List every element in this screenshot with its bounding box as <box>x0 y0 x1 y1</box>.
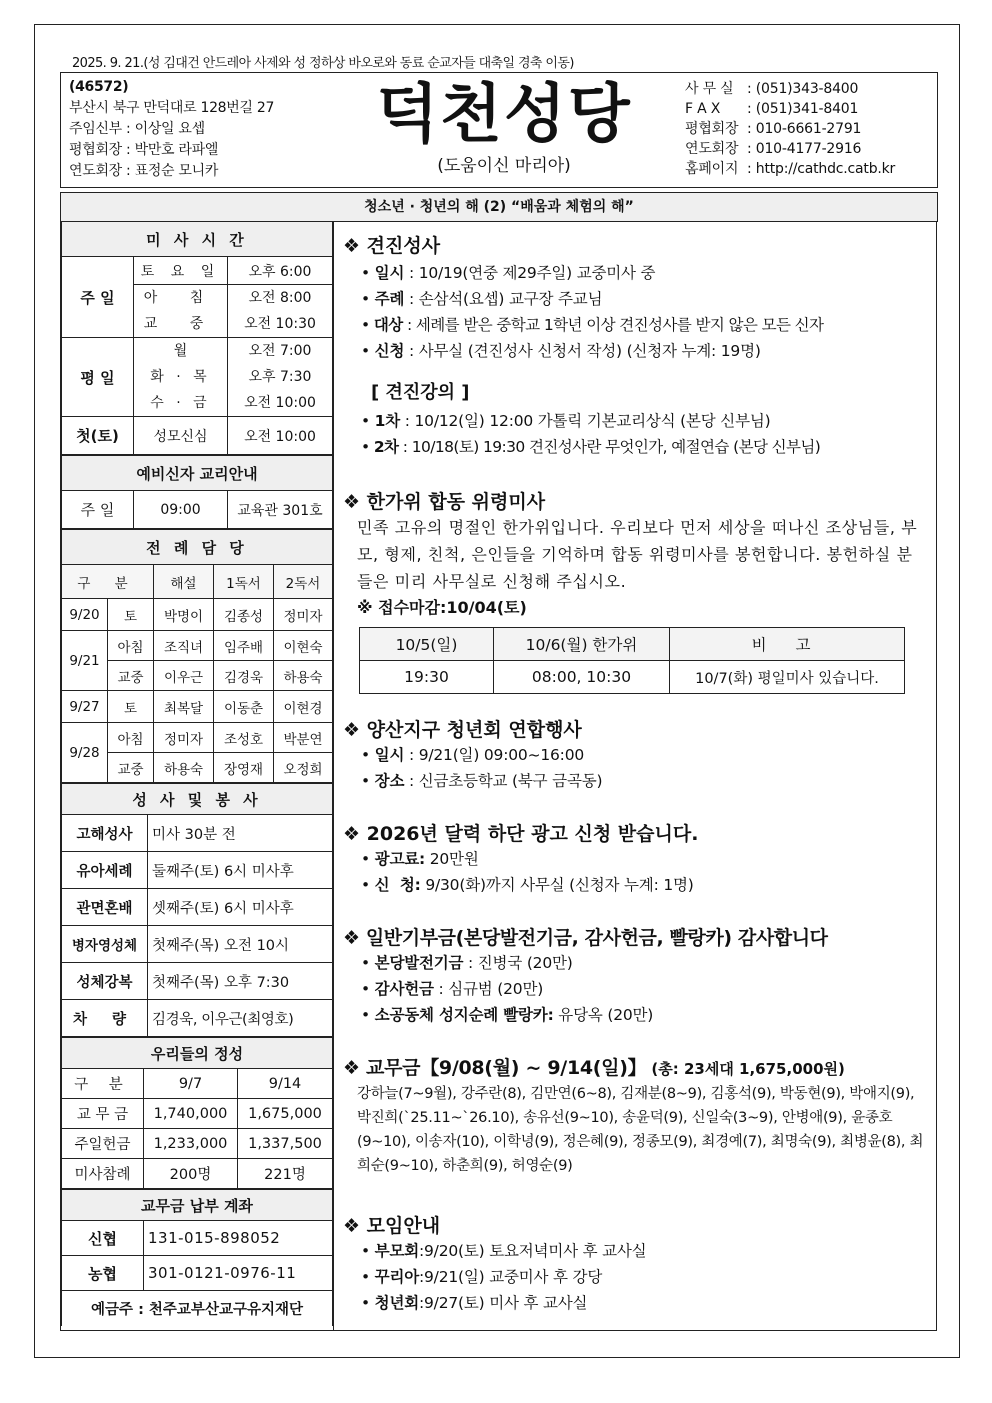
chuseok-table: 10/5(일) 10/6(월) 한가위 비 고 19:30 08:00, 10:30 10/7(화) 평일미사 있습니다. <box>359 627 905 694</box>
list-item: • 일시 : 9/21(일) 09:00~16:00 <box>361 746 585 764</box>
list-item: • 대상 : 세례를 받은 중학교 1학년 이상 견진성사를 받지 않은 모든 신자 <box>361 316 824 334</box>
table-row: 9/20 토 박명이 김종성 정미자 <box>62 599 333 631</box>
youth-section <box>343 715 928 794</box>
catechumen-table: 예비신자 교리안내 주 일 09:00 교육관 301호 <box>61 455 333 529</box>
right-column <box>333 221 937 1331</box>
first-saturday-label: 첫(토) <box>62 417 134 455</box>
offering-table: 우리들의 정성 구 분 9/7 9/14 교 무 금 1,740,000 1,675,000 주일헌금 1,233,000 1,337,500 미사참례 200명 221명 <box>61 1037 333 1189</box>
table-row: 교 무 금 1,740,000 1,675,000 <box>62 1099 333 1129</box>
header <box>60 72 938 188</box>
confirmation-title: ❖ 견진성사 <box>343 235 441 257</box>
list-item: • 신청 : 사무실 (견진성사 신청서 작성) (신청자 누계: 19명) <box>361 342 761 360</box>
table-row: 9/27 토 최복달 이동춘 이현경 <box>62 691 333 723</box>
confirmation-section <box>343 231 928 460</box>
table-row: 유아세례 둘째주(토) 6시 미사후 <box>62 852 333 889</box>
list-item: • 본당발전기금 : 진병국 (20만) <box>361 954 573 972</box>
list-item: • 광고료: 20만원 <box>361 850 479 868</box>
table-row: 미사참례 200명 221명 <box>62 1159 333 1189</box>
legion-president: 연도회장 : 표정순 모니카 <box>69 163 219 179</box>
table-row: 관면혼배 셋째주(토) 6시 미사후 <box>62 889 333 926</box>
table-row: 성체강복 첫째주(목) 오후 7:30 <box>62 963 333 1000</box>
chuseok-deadline: ※ 접수마감:10/04(토) <box>357 598 527 617</box>
table-row: 교중 이우근 김경욱 하용숙 <box>62 661 333 691</box>
sacraments-heading: 성 사 및 봉 사 <box>62 784 333 815</box>
chuseok-title: ❖ 한가위 합동 위령미사 <box>343 491 546 513</box>
list-item: • 부모회:9/20(토) 토요저녁미사 후 교사실 <box>361 1242 647 1260</box>
table-row: 교중 하용숙 장영재 오정희 <box>62 753 333 783</box>
chuseok-text: 민족 고유의 명절인 한가위입니다. 우리보다 먼저 세상을 떠나신 조상님들, 부모, 형제, 친척, 은인들을 기억하며 합동 위령미사를 봉헌합니다. 봉헌하실 분들은 미리 사무실로 신청해 주십시오. <box>357 518 918 591</box>
contact-fax: F A X : (051)341-8401 <box>685 101 859 117</box>
parish-patron: (도움이신 마리아) <box>437 156 571 176</box>
left-column <box>60 221 334 1331</box>
catechumen-heading: 예비신자 교리안내 <box>62 456 333 491</box>
list-item: • 감사헌금 : 심규범 (20만) <box>361 980 544 998</box>
mass-times-table: 미 사 시 간 주 일 토 요 일 오후 6:00 아 침 오전 8:00 교 중 오전 10:30 평 일 월 오전 7:00 화 · 목 오후 7:30 수 · 금 오전 10:00 첫(토) 성모신심 오전 10:00 <box>61 221 333 455</box>
table-row: 19:30 08:00, 10:30 10/7(화) 평일미사 있습니다. <box>360 661 905 694</box>
list-item: • 장소 : 신금초등학교 (북구 금곡동) <box>361 772 603 790</box>
liturgy-heading: 전 례 담 당 <box>62 530 333 565</box>
account-table <box>61 1189 333 1326</box>
masthead <box>359 75 649 176</box>
list-item: • 일시 : 10/19(연중 제29주일) 교중미사 중 <box>361 264 656 282</box>
sunday-label: 주 일 <box>62 257 134 338</box>
tithe-title: ❖ 교무금【9/08(월) ~ 9/14(일)】 <box>343 1057 647 1079</box>
contact-council: 평협회장 : 010-6661-2791 <box>685 121 862 137</box>
list-item: • 소공동체 성지순례 빨랑카: 유당옥 (20만) <box>361 1006 654 1024</box>
pastor: 주임신부 : 이상일 요셉 <box>69 121 205 137</box>
zip-code: (46572) <box>69 79 129 95</box>
date-line: 2025. 9. 21.(성 김대건 안드레아 사제와 성 정하상 바오로와 동료 순교자들 대축일 경축 이동) <box>72 56 574 71</box>
list-item: • 1차 : 10/12(일) 12:00 가톨릭 기본교리상식 (본당 신부님) <box>361 412 771 430</box>
meetings-section <box>343 1211 928 1316</box>
tithe-summary: (총: 23세대 1,675,000원) <box>651 1060 845 1078</box>
contact-legion: 연도회장 : 010-4177-2916 <box>685 141 862 157</box>
lecture-title: [ 견진강의 ] <box>371 382 470 403</box>
list-item: • 신 청: 9/30(화)까지 사무실 (신청자 누계: 1명) <box>361 876 694 894</box>
liturgy-table: 전 례 담 당 구 분 해설 1독서 2독서 9/20 토 박명이 김종성 정미자 9/21 아침 조직녀 임주배 이현숙 교중 이우근 김경욱 하용숙 9/27 토 최복달 이동춘 이현경 9/28 아침 정미자 조성호 박분연 교중 하용숙 장영재 오정희 <box>61 529 333 783</box>
table-row: 차 량 김경욱, 이우근(최영호) <box>62 1000 333 1037</box>
weekday-label: 평 일 <box>62 338 134 417</box>
contact-list <box>685 79 895 179</box>
contact-office: 사 무 실 : (051)343-8400 <box>685 81 859 97</box>
donation-section <box>343 923 928 1028</box>
parish-info <box>69 77 274 182</box>
offering-heading: 우리들의 정성 <box>62 1038 333 1069</box>
table-row: 병자영성체 첫째주(목) 오전 10시 <box>62 926 333 963</box>
sacraments-table <box>61 783 333 1037</box>
meetings-title: ❖ 모임안내 <box>343 1215 441 1237</box>
calendar-title: ❖ 2026년 달력 하단 광고 신청 받습니다. <box>343 823 699 845</box>
list-item: • 주례 : 손삼석(요셉) 교구장 주교님 <box>361 290 603 308</box>
mass-times-heading: 미 사 시 간 <box>62 222 333 257</box>
parish-name: 덕천성당 <box>376 77 632 152</box>
chuseok-section <box>343 487 928 694</box>
account-heading: 교무금 납부 계좌 <box>62 1190 333 1221</box>
contact-homepage: 홈페이지 : http://cathdc.catb.kr <box>685 161 896 177</box>
table-row: 9/28 아침 정미자 조성호 박분연 <box>62 723 333 753</box>
tithe-section <box>343 1053 928 1178</box>
table-row: 신협 131-015-898052 <box>62 1221 333 1256</box>
calendar-section <box>343 819 928 898</box>
table-row: 농협 301-0121-0976-11 <box>62 1256 333 1291</box>
list-item: • 2차 : 10/18(토) 19:30 견진성사란 무엇인가, 예절연습 (본당 신부님) <box>361 438 821 456</box>
table-row: 9/21 아침 조직녀 임주배 이현숙 <box>62 631 333 661</box>
address: 부산시 북구 만덕대로 128번길 27 <box>69 100 275 116</box>
list-item: • 꾸리아:9/21(일) 교중미사 후 강당 <box>361 1268 603 1286</box>
account-holder: 예금주 : 천주교부산교구유지재단 <box>62 1291 333 1326</box>
theme-banner: 청소년 · 청년의 해 (2) “배움과 체험의 해” <box>60 192 938 222</box>
table-row: 고해성사 미사 30분 전 <box>62 815 333 852</box>
youth-title: ❖ 양산지구 청년회 연합행사 <box>343 719 582 741</box>
tithe-names: 강하늘(7~9월), 강주란(8), 김만연(6~8), 김재분(8~9), 김홍석(9), 박동현(9), 박애지(9), 박진희(`25.11~`26.10), 송유선(9~10), 송윤덕(9), 신일숙(3~9), 안병애(9), 윤종호(9~10), 이송자(10), 이학녕(9), 정은혜(9), 정종모(9), 최경예(7), 최명숙(9), 최병윤(8), 최희순(9~10), 하춘희(9), 허영순(9) <box>357 1086 924 1174</box>
council-president: 평협회장 : 박만호 라파엘 <box>69 142 219 158</box>
donation-title: ❖ 일반기부금(본당발전기금, 감사헌금, 빨랑카) 감사합니다 <box>343 927 828 949</box>
table-row: 주일헌금 1,233,000 1,337,500 <box>62 1129 333 1159</box>
list-item: • 청년회:9/27(토) 미사 후 교사실 <box>361 1294 588 1312</box>
